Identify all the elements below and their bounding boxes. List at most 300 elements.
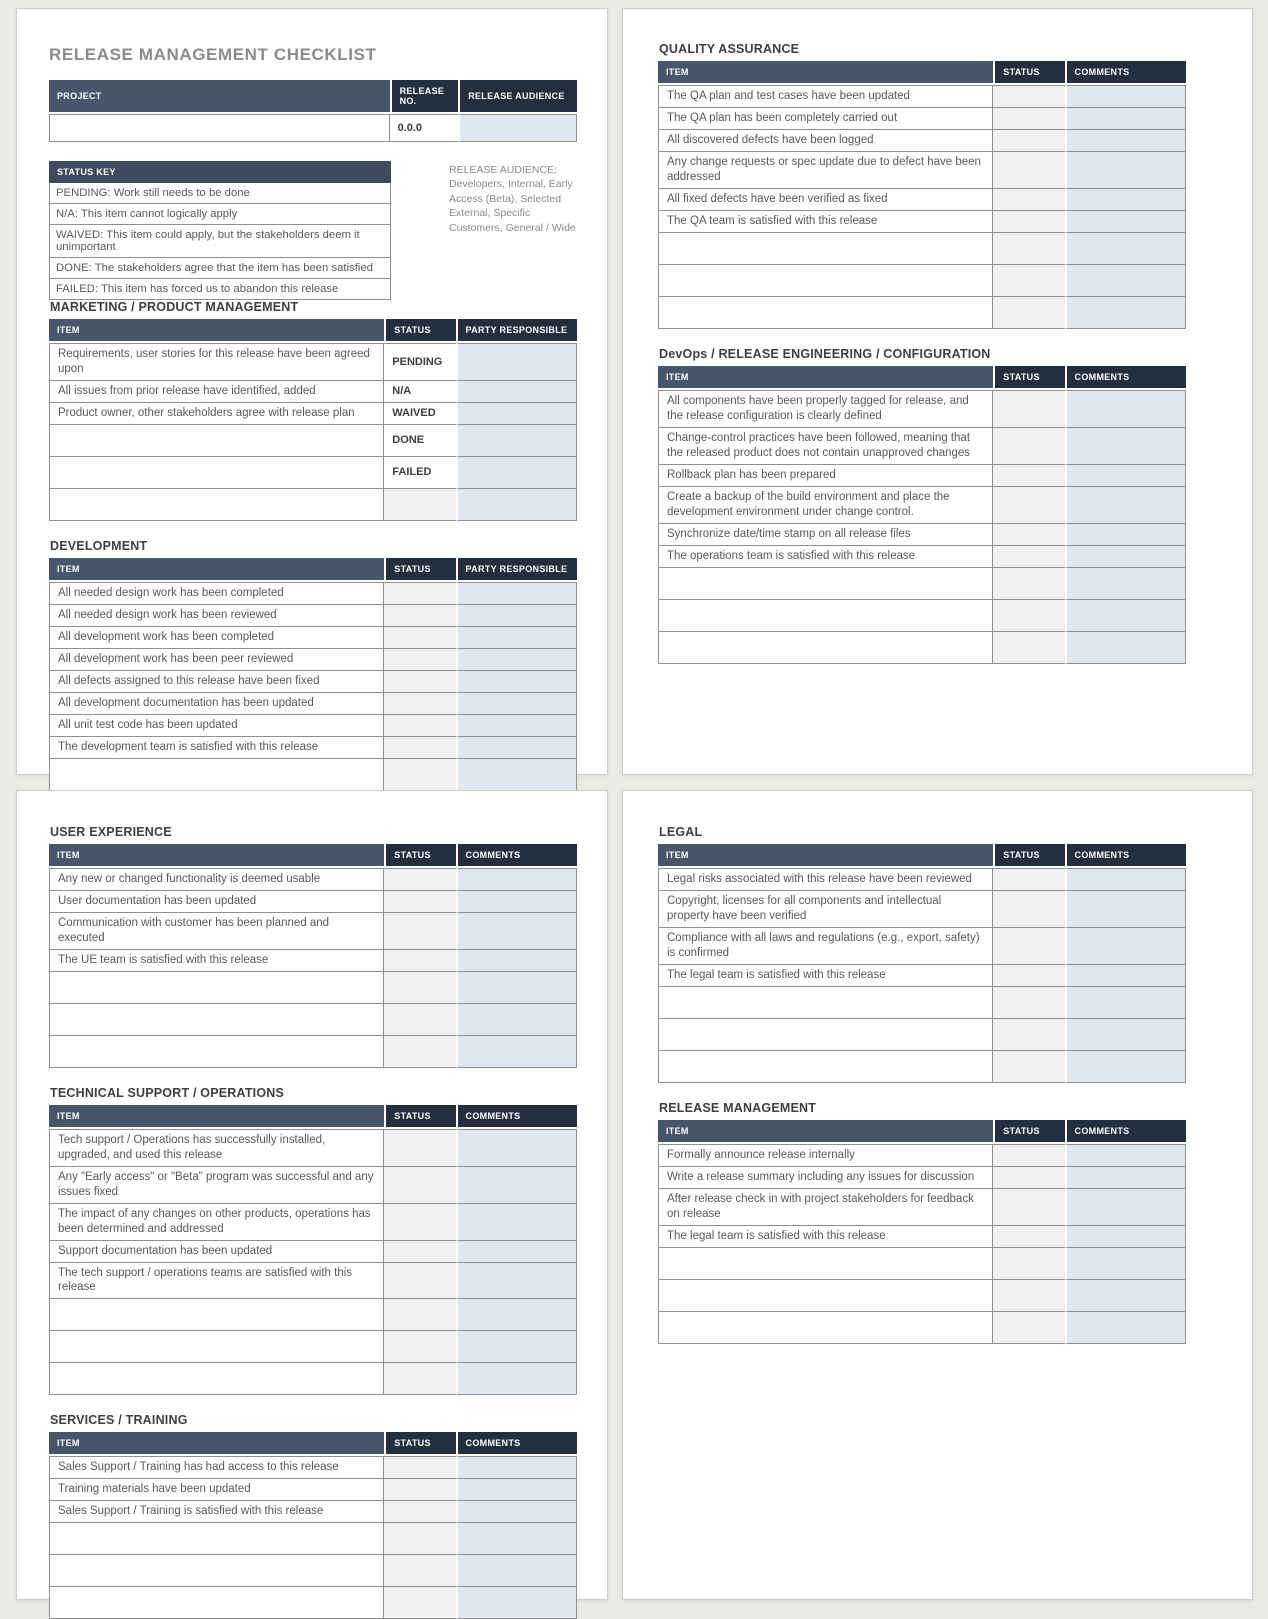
- status-cell: [384, 1263, 455, 1300]
- status-cell: [384, 737, 455, 759]
- section-devops-release-engineering-configuration: [658, 347, 1186, 664]
- table-row: [658, 390, 1186, 428]
- status-cell: [993, 233, 1064, 265]
- item-column-header: ITEM: [658, 61, 993, 85]
- table-row: [49, 1363, 577, 1395]
- status-cell: [993, 130, 1064, 152]
- checklist-table: [658, 1120, 1186, 1344]
- status-cell: [993, 390, 1064, 428]
- comments-cell: [1065, 1280, 1186, 1312]
- item-cell: Any new or changed functionality is deemed usable: [49, 868, 384, 891]
- status-cell: [993, 487, 1064, 524]
- item-cell: [49, 1299, 384, 1331]
- section-title: USER EXPERIENCE: [50, 825, 172, 839]
- table-row: [49, 1456, 577, 1479]
- item-cell: [49, 425, 384, 457]
- comments-column-header: COMMENTS: [456, 1105, 577, 1129]
- comments-column-header: COMMENTS: [1065, 844, 1186, 868]
- item-cell: [49, 457, 384, 489]
- status-cell: [993, 1226, 1064, 1248]
- item-cell: [49, 1036, 384, 1068]
- table-row: [49, 343, 577, 381]
- comments-cell: [1065, 85, 1186, 108]
- table-row: [658, 130, 1186, 152]
- item-cell: [49, 759, 384, 791]
- item-cell: [658, 1280, 993, 1312]
- comments-cell: [456, 737, 577, 759]
- item-cell: Create a backup of the build environment and place the development environment under change control.: [658, 487, 993, 524]
- comments-cell: [1065, 600, 1186, 632]
- item-cell: [49, 489, 384, 521]
- table-row: [658, 1167, 1186, 1189]
- comments-cell: [1065, 233, 1186, 265]
- item-cell: The tech support / operations teams are satisfied with this release: [49, 1263, 384, 1300]
- status-cell: [384, 1587, 455, 1619]
- status-cell: [993, 1280, 1064, 1312]
- status-cell: [384, 1167, 455, 1204]
- item-cell: All discovered defects have been logged: [658, 130, 993, 152]
- status-cell: [384, 891, 455, 913]
- status-column-header: STATUS: [993, 844, 1064, 868]
- comments-cell: [1065, 965, 1186, 987]
- comments-cell: [456, 627, 577, 649]
- item-cell: The operations team is satisfied with this release: [658, 546, 993, 568]
- item-cell: All needed design work has been reviewed: [49, 605, 384, 627]
- status-cell: [993, 1167, 1064, 1189]
- comments-cell: [1065, 1226, 1186, 1248]
- item-cell: [658, 632, 993, 664]
- checklist-table: [658, 844, 1186, 1083]
- status-cell: [993, 1051, 1064, 1083]
- item-cell: [658, 1019, 993, 1051]
- item-cell: [49, 972, 384, 1004]
- table-row: [658, 1019, 1186, 1051]
- table-row: [49, 1204, 577, 1241]
- table-row: [658, 1051, 1186, 1083]
- status-cell: WAIVED: [384, 403, 455, 425]
- comments-cell: [1065, 1167, 1186, 1189]
- item-cell: All needed design work has been completed: [49, 582, 384, 605]
- item-column-header: ITEM: [49, 844, 384, 868]
- status-cell: [993, 1248, 1064, 1280]
- table-row: [658, 1144, 1186, 1167]
- status-cell: [384, 627, 455, 649]
- status-cell: [384, 605, 455, 627]
- status-cell: [993, 600, 1064, 632]
- item-cell: User documentation has been updated: [49, 891, 384, 913]
- comments-cell: [1065, 568, 1186, 600]
- comments-cell: [1065, 390, 1186, 428]
- table-row: [658, 465, 1186, 487]
- release-audience-note: [449, 161, 577, 300]
- item-cell: All unit test code has been updated: [49, 715, 384, 737]
- item-cell: [658, 297, 993, 329]
- comments-cell: [1065, 211, 1186, 233]
- status-cell: [384, 1555, 455, 1587]
- status-column-header: STATUS: [384, 844, 455, 868]
- item-cell: The QA team is satisfied with this release: [658, 211, 993, 233]
- item-cell: The development team is satisfied with this release: [49, 737, 384, 759]
- table-row: [49, 1555, 577, 1587]
- comments-cell: [456, 1331, 577, 1363]
- page-1: [16, 8, 608, 775]
- table-row: [49, 582, 577, 605]
- comments-cell: [456, 1587, 577, 1619]
- status-cell: [993, 987, 1064, 1019]
- status-cell: [993, 108, 1064, 130]
- status-cell: [384, 1523, 455, 1555]
- comments-cell: [1065, 265, 1186, 297]
- table-row: [658, 600, 1186, 632]
- comments-cell: [456, 1299, 577, 1331]
- item-cell: Write a release summary including any issues for discussion: [658, 1167, 993, 1189]
- table-row: [658, 928, 1186, 965]
- party-responsible-column-header: PARTY RESPONSIBLE: [456, 319, 577, 343]
- status-cell: [384, 489, 455, 521]
- item-cell: Change-control practices have been followed, meaning that the released product does not contain unapproved changes: [658, 428, 993, 465]
- status-cell: [993, 189, 1064, 211]
- comments-cell: [456, 1263, 577, 1300]
- status-cell: [384, 649, 455, 671]
- item-cell: The QA plan and test cases have been updated: [658, 85, 993, 108]
- item-cell: [49, 1523, 384, 1555]
- item-cell: All development work has been peer reviewed: [49, 649, 384, 671]
- comments-cell: [1065, 487, 1186, 524]
- section-title: DevOps / RELEASE ENGINEERING / CONFIGURATION: [659, 346, 991, 361]
- status-cell: [384, 1004, 455, 1036]
- status-cell: [384, 1456, 455, 1479]
- table-row: [658, 868, 1186, 891]
- comments-cell: [1065, 891, 1186, 928]
- status-cell: [993, 632, 1064, 664]
- table-row: [49, 1331, 577, 1363]
- item-cell: Any "Early access" or "Beta" program was successful and any issues fixed: [49, 1167, 384, 1204]
- project-info-table: [49, 80, 577, 142]
- table-row: [49, 891, 577, 913]
- table-row: [49, 403, 577, 425]
- status-cell: [384, 868, 455, 891]
- status-cell: [384, 1331, 455, 1363]
- section-user-experience: [49, 825, 577, 1068]
- section-release-management: [658, 1101, 1186, 1344]
- comments-column-header: COMMENTS: [1065, 366, 1186, 390]
- status-key-item-waived: WAIVED: This item could apply, but the stakeholders deem it unimportant: [49, 225, 391, 258]
- comments-cell: [456, 972, 577, 1004]
- status-cell: [993, 965, 1064, 987]
- release-audience-column-header: RELEASE AUDIENCE: [458, 80, 577, 114]
- item-cell: [49, 1363, 384, 1395]
- item-cell: [49, 1331, 384, 1363]
- comments-cell: [456, 582, 577, 605]
- status-cell: [993, 265, 1064, 297]
- release-no-column-header: RELEASE NO.: [390, 80, 459, 114]
- comments-cell: [1065, 1051, 1186, 1083]
- release-audience-note-label: RELEASE AUDIENCE:: [449, 164, 557, 176]
- item-cell: After release check in with project stakeholders for feedback on release: [658, 1189, 993, 1226]
- comments-cell: [456, 343, 577, 381]
- table-row: [658, 211, 1186, 233]
- item-cell: [658, 1312, 993, 1344]
- table-row: [49, 868, 577, 891]
- release-audience-value-cell: [458, 114, 577, 142]
- status-cell: [993, 546, 1064, 568]
- comments-cell: [456, 457, 577, 489]
- status-cell: [993, 1144, 1064, 1167]
- item-cell: Copyright, licenses for all components and intellectual property have been verified: [658, 891, 993, 928]
- status-cell: [384, 913, 455, 950]
- comments-cell: [456, 1129, 577, 1167]
- item-cell: The legal team is satisfied with this release: [658, 965, 993, 987]
- table-row: [658, 487, 1186, 524]
- comments-cell: [456, 1036, 577, 1068]
- item-cell: Any change requests or spec update due to defect have been addressed: [658, 152, 993, 189]
- status-column-header: STATUS: [384, 1105, 455, 1129]
- item-column-header: ITEM: [658, 1120, 993, 1144]
- table-row: [49, 1479, 577, 1501]
- status-key-item-failed: FAILED: This item has forced us to abandon this release: [49, 279, 391, 300]
- comments-cell: [456, 1004, 577, 1036]
- comments-cell: [1065, 632, 1186, 664]
- table-row: [658, 189, 1186, 211]
- comments-cell: [456, 950, 577, 972]
- status-cell: [384, 715, 455, 737]
- item-cell: Sales Support / Training is satisfied with this release: [49, 1501, 384, 1523]
- table-row: [658, 265, 1186, 297]
- table-row: [658, 1248, 1186, 1280]
- section-title: LEGAL: [659, 825, 703, 839]
- status-cell: [993, 1312, 1064, 1344]
- comments-cell: [1065, 108, 1186, 130]
- status-cell: [384, 1204, 455, 1241]
- table-row: [658, 152, 1186, 189]
- checklist-table: [658, 61, 1186, 329]
- comments-cell: [456, 403, 577, 425]
- party-responsible-column-header: PARTY RESPONSIBLE: [456, 558, 577, 582]
- table-row: [49, 627, 577, 649]
- table-row: [49, 489, 577, 521]
- comments-cell: [1065, 1312, 1186, 1344]
- item-cell: Compliance with all laws and regulations (e.g., export, safety) is confirmed: [658, 928, 993, 965]
- comments-cell: [1065, 428, 1186, 465]
- section-title: RELEASE MANAGEMENT: [659, 1100, 817, 1115]
- status-cell: [993, 868, 1064, 891]
- release-audience-note-text: Developers, Internal, Early Access (Beta), Selected External, Specific Customers, General / Wide: [449, 178, 576, 234]
- table-row: [658, 108, 1186, 130]
- checklist-table: [49, 1105, 577, 1396]
- item-cell: Sales Support / Training has had access to this release: [49, 1456, 384, 1479]
- status-cell: [384, 759, 455, 791]
- table-row: [49, 1299, 577, 1331]
- table-row: [49, 671, 577, 693]
- status-column-header: STATUS: [993, 1120, 1064, 1144]
- item-cell: All issues from prior release have identified, added: [49, 381, 384, 403]
- status-cell: [384, 693, 455, 715]
- item-cell: All components have been properly tagged for release, and the release configuration is clearly defined: [658, 390, 993, 428]
- comments-cell: [456, 671, 577, 693]
- comments-cell: [456, 425, 577, 457]
- section-title: TECHNICAL SUPPORT / OPERATIONS: [50, 1085, 285, 1100]
- comments-cell: [1065, 297, 1186, 329]
- status-cell: [993, 891, 1064, 928]
- comments-cell: [456, 1479, 577, 1501]
- section-legal: [658, 825, 1186, 1083]
- section-marketing-product-management: [49, 300, 577, 521]
- table-row: [658, 428, 1186, 465]
- item-cell: [658, 987, 993, 1019]
- status-cell: [993, 152, 1064, 189]
- project-column-header: PROJECT: [49, 80, 390, 114]
- table-row: [49, 1004, 577, 1036]
- table-row: [49, 1587, 577, 1619]
- status-cell: [384, 1129, 455, 1167]
- section-technical-support-operations: [49, 1086, 577, 1396]
- table-row: [49, 605, 577, 627]
- checklist-table: [658, 366, 1186, 664]
- status-column-header: STATUS: [384, 1432, 455, 1456]
- table-row: [49, 425, 577, 457]
- checklist-table: [49, 319, 577, 521]
- status-key-item-pending: PENDING: Work still needs to be done: [49, 183, 391, 204]
- item-cell: Requirements, user stories for this release have been agreed upon: [49, 343, 384, 381]
- item-cell: [658, 1051, 993, 1083]
- status-cell: [993, 524, 1064, 546]
- item-column-header: ITEM: [49, 319, 384, 343]
- status-cell: [384, 1363, 455, 1395]
- status-cell: [384, 1501, 455, 1523]
- comments-cell: [1065, 928, 1186, 965]
- comments-cell: [1065, 868, 1186, 891]
- table-row: [49, 457, 577, 489]
- comments-cell: [456, 605, 577, 627]
- comments-cell: [1065, 987, 1186, 1019]
- comments-cell: [456, 759, 577, 791]
- status-cell: FAILED: [384, 457, 455, 489]
- item-cell: All defects assigned to this release have been fixed: [49, 671, 384, 693]
- item-cell: All fixed defects have been verified as fixed: [658, 189, 993, 211]
- comments-cell: [456, 1204, 577, 1241]
- table-row: [49, 913, 577, 950]
- item-cell: Formally announce release internally: [658, 1144, 993, 1167]
- document-title: RELEASE MANAGEMENT CHECKLIST: [49, 45, 377, 64]
- page-2: [622, 8, 1253, 775]
- item-column-header: ITEM: [658, 366, 993, 390]
- table-row: [658, 891, 1186, 928]
- status-key-item-na: N/A: This item cannot logically apply: [49, 204, 391, 225]
- table-row: [49, 950, 577, 972]
- status-cell: [993, 465, 1064, 487]
- item-cell: [658, 600, 993, 632]
- status-cell: [993, 211, 1064, 233]
- table-row: [658, 524, 1186, 546]
- status-cell: N/A: [384, 381, 455, 403]
- status-cell: [993, 568, 1064, 600]
- comments-cell: [456, 1501, 577, 1523]
- section-title: DEVELOPMENT: [50, 538, 148, 553]
- table-row: [658, 1189, 1186, 1226]
- comments-cell: [1065, 1144, 1186, 1167]
- comments-column-header: COMMENTS: [1065, 61, 1186, 85]
- comments-column-header: COMMENTS: [456, 844, 577, 868]
- status-cell: [993, 85, 1064, 108]
- item-cell: [658, 568, 993, 600]
- section-title: MARKETING / PRODUCT MANAGEMENT: [50, 300, 299, 314]
- table-row: [658, 987, 1186, 1019]
- table-row: [658, 1312, 1186, 1344]
- table-row: [658, 546, 1186, 568]
- item-cell: [49, 1004, 384, 1036]
- comments-cell: [456, 1456, 577, 1479]
- comments-cell: [1065, 1248, 1186, 1280]
- comments-cell: [456, 489, 577, 521]
- comments-cell: [456, 1523, 577, 1555]
- comments-cell: [456, 868, 577, 891]
- table-row: [49, 1241, 577, 1263]
- status-cell: [384, 972, 455, 1004]
- comments-cell: [456, 1167, 577, 1204]
- item-cell: [658, 233, 993, 265]
- status-cell: [384, 582, 455, 605]
- item-cell: Legal risks associated with this release have been reviewed: [658, 868, 993, 891]
- item-cell: [49, 1587, 384, 1619]
- item-column-header: ITEM: [49, 1432, 384, 1456]
- item-cell: The impact of any changes on other products, operations has been determined and addressed: [49, 1204, 384, 1241]
- table-row: [49, 759, 577, 791]
- table-row: [49, 715, 577, 737]
- comments-cell: [1065, 130, 1186, 152]
- item-cell: All development work has been completed: [49, 627, 384, 649]
- status-key-item-done: DONE: The stakeholders agree that the item has been satisfied: [49, 258, 391, 279]
- status-cell: [384, 1479, 455, 1501]
- status-cell: [384, 671, 455, 693]
- comments-cell: [1065, 152, 1186, 189]
- status-cell: [384, 1036, 455, 1068]
- comments-cell: [1065, 465, 1186, 487]
- status-cell: [993, 1189, 1064, 1226]
- item-cell: [658, 1248, 993, 1280]
- status-cell: [384, 950, 455, 972]
- comments-cell: [456, 381, 577, 403]
- item-cell: Product owner, other stakeholders agree with release plan: [49, 403, 384, 425]
- table-row: [49, 737, 577, 759]
- status-column-header: STATUS: [384, 319, 455, 343]
- comments-cell: [456, 891, 577, 913]
- status-cell: [993, 297, 1064, 329]
- table-row: [49, 1263, 577, 1300]
- table-row: [658, 233, 1186, 265]
- comments-cell: [456, 913, 577, 950]
- item-cell: [49, 1555, 384, 1587]
- item-cell: Rollback plan has been prepared: [658, 465, 993, 487]
- table-row: [49, 1167, 577, 1204]
- project-value-cell: [49, 114, 390, 142]
- comments-cell: [1065, 546, 1186, 568]
- item-column-header: ITEM: [658, 844, 993, 868]
- status-cell: PENDING: [384, 343, 455, 381]
- section-title: QUALITY ASSURANCE: [659, 42, 800, 56]
- comments-cell: [456, 1241, 577, 1263]
- status-column-header: STATUS: [384, 558, 455, 582]
- item-cell: [658, 265, 993, 297]
- table-row: [49, 1129, 577, 1167]
- item-cell: Training materials have been updated: [49, 1479, 384, 1501]
- table-row: [658, 965, 1186, 987]
- comments-cell: [456, 693, 577, 715]
- table-row: [49, 1523, 577, 1555]
- item-cell: The legal team is satisfied with this release: [658, 1226, 993, 1248]
- section-quality-assurance: [658, 42, 1186, 329]
- release-no-value-cell: 0.0.0: [390, 114, 459, 142]
- comments-column-header: COMMENTS: [456, 1432, 577, 1456]
